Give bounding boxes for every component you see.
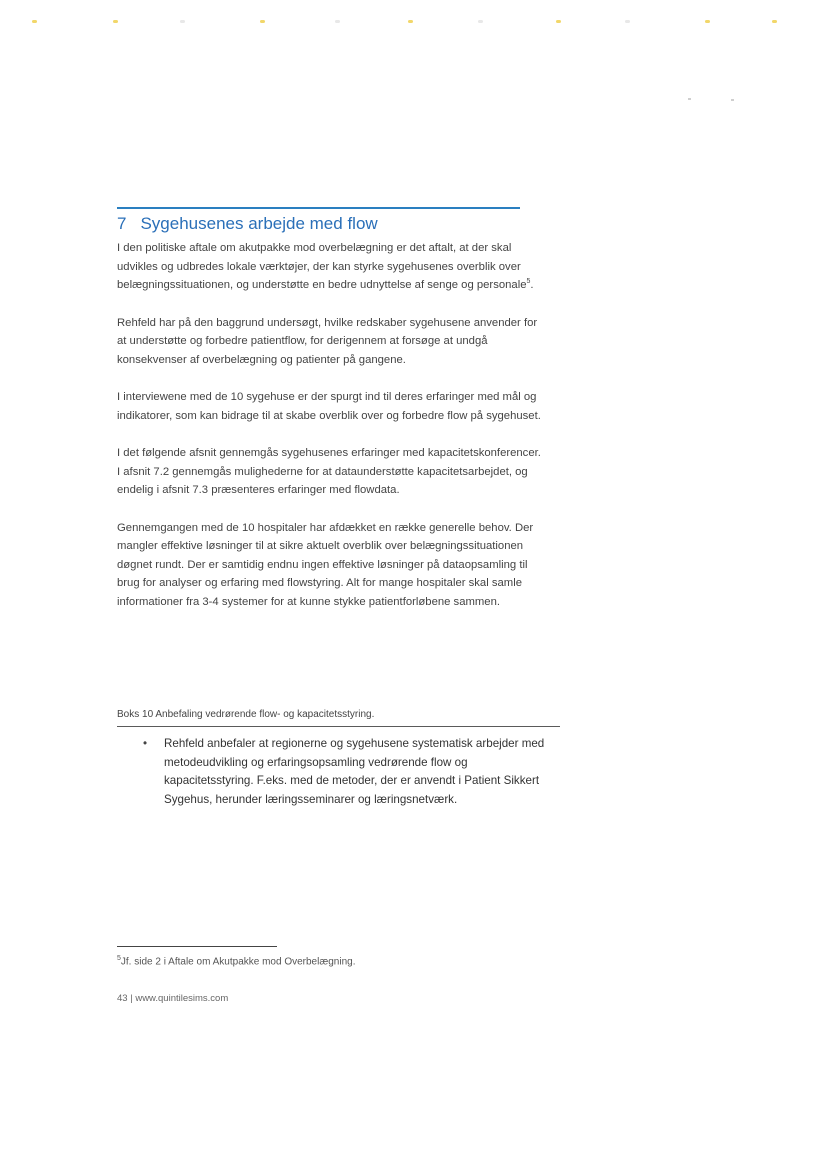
footnote-ref: 5 <box>526 278 531 286</box>
bullet-icon: • <box>143 737 148 750</box>
paragraph-2: Rehfeld har på den baggrund undersøgt, hvilke redskaber sygehusene anvender for at understøtte og forbedre patientflow, for derigennem at forsøge at undgå konsekvenser af overbelægning og patienter på gangene. <box>117 316 538 366</box>
box-rule <box>117 726 560 727</box>
scan-specks <box>0 20 828 28</box>
paragraph-1: I den politiske aftale om akutpakke mod overbelægning er det aftalt, at der skal udvikles og udbredes lokale værktøjer, der kan styrke sygehusenes overblik over belægningssituationen, og understøtte en bedre udnyttelse af senge og personale$^5$. <box>117 242 534 291</box>
list-item: • Rehfeld anbefaler at regionerne og sygehusene systematisk arbejder med metodeudvikling og erfaringsopsamling vedrørende flow og kapacitetsstyring. F.eks. med de metoder, der er anvendt i Patient Sikkert Sygehus, herunder læringsseminarer og læringsnetværk. <box>143 737 545 806</box>
box-caption: Boks 10 Anbefaling vedrørende flow- og kapacitetsstyring. <box>117 709 375 720</box>
paragraph-4: I det følgende afsnit gennemgås sygehusenes erfaringer med kapacitetskonferencer. I afsnit 7.2 gennemgås mulighederne for at dataunderstøtte kapacitetsarbejdet, og endelig i afsnit 7.3 præsenteres erfaringer med flowdata. <box>117 447 541 496</box>
chapter-number: 7 <box>117 214 127 233</box>
body-text <box>117 239 547 630</box>
scan-speck <box>731 99 734 101</box>
footnote <box>117 955 355 967</box>
chapter-title <box>117 214 378 234</box>
footnote-rule <box>117 946 277 947</box>
scan-speck <box>688 98 691 100</box>
page-footer: 43 | www.quintilesims.com <box>117 993 229 1004</box>
footnote-marker: 5 <box>117 955 121 962</box>
heading-rule <box>117 207 520 209</box>
page-number: 43 <box>117 993 128 1004</box>
footnote-text: Jf. side 2 i Aftale om Akutpakke mod Overbelægning. <box>120 956 356 968</box>
box-list <box>143 735 553 809</box>
chapter-title-text: Sygehusenes arbejde med flow <box>140 214 378 233</box>
footer-url[interactable]: www.quintilesims.com <box>135 993 229 1004</box>
paragraph-5: Gennemgangen med de 10 hospitaler har afdækket en række generelle behov. Der mangler effektive løsninger til at sikre aktuelt overblik over belægningssituationen døgnet rundt. Der er samtidig endnu ingen effektive løsninger på dataopsamling til brug for analyser og erfaring med flowstyring. Alt for mange hospitaler skal samle informationer fra 3-4 systemer for at kunne stykke patientforløbene sammen. <box>117 521 534 608</box>
paragraph-3: I interviewene med de 10 sygehuse er der spurgt ind til deres erfaringer med mål og indikatorer, som kan bidrage til at skabe overblik over og forbedre flow på sygehuset. <box>117 391 541 422</box>
